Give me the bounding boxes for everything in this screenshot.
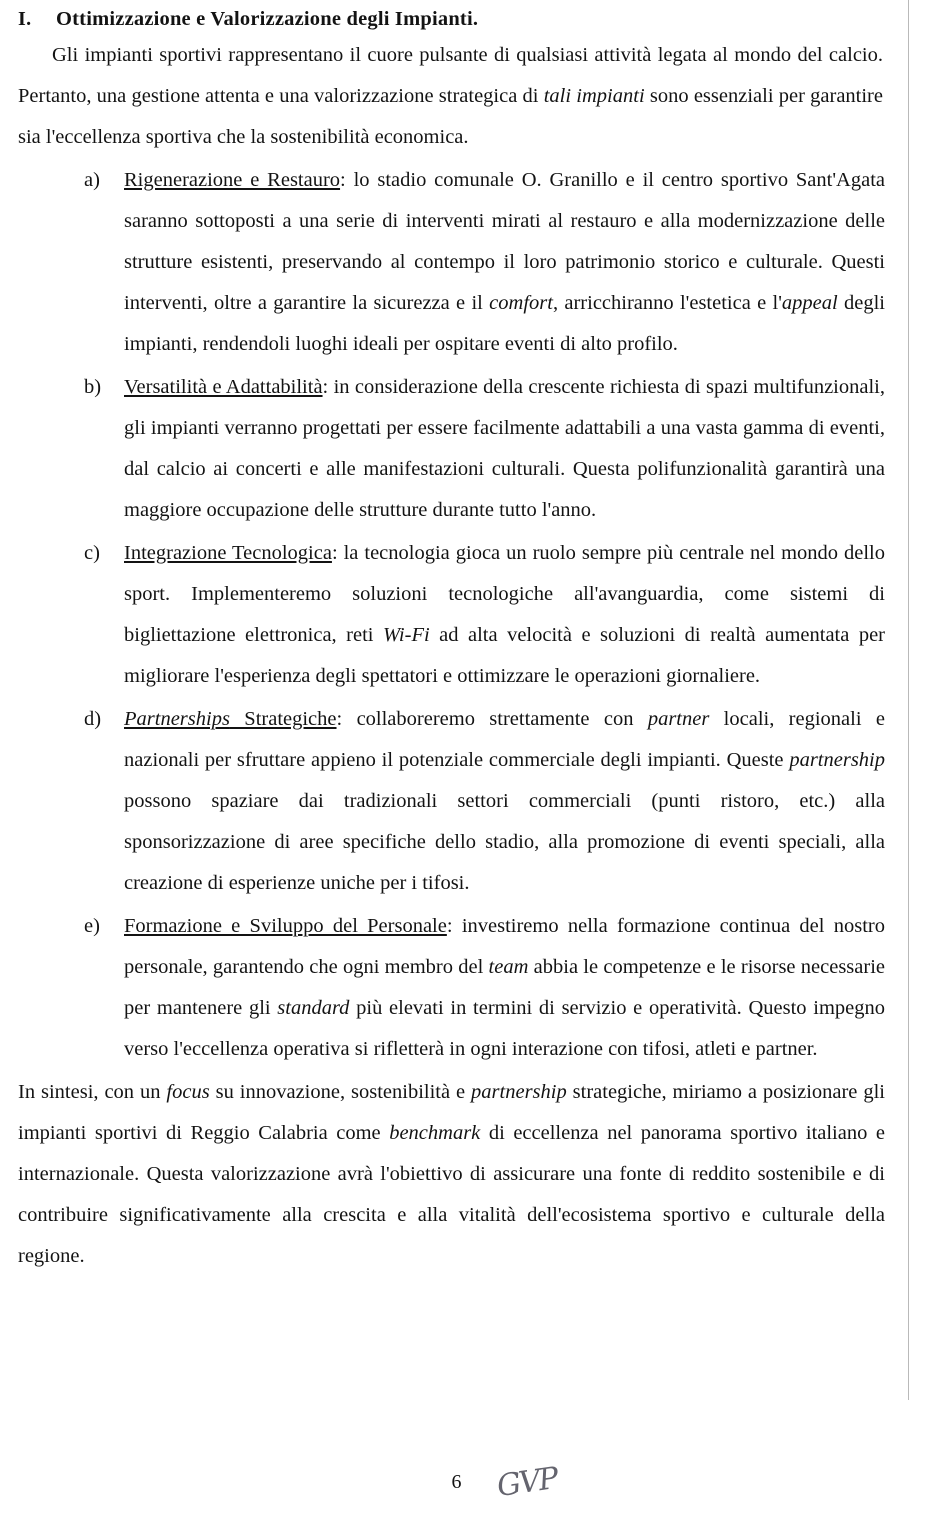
signature-mark: GVP [494,1461,559,1504]
list-item-title: Rigenerazione e Restauro [124,169,341,191]
list-item-marker: a) [84,169,100,191]
intro-paragraph: Gli impianti sportivi rappresentano il cuore pulsante di qualsiasi attività legata al mondo del calcio. Pertanto, una gestione attenta e una valorizzazione strategica di tali impianti sono essenziali per garantire sia l'eccellenza sportiva che la sostenibilità economica. [18,44,883,148]
list-item-marker: b) [84,376,102,398]
list-item [18,699,889,904]
section-heading-title: Ottimizzazione e Valorizzazione degli Impianti. [56,8,479,30]
list-item-title: Formazione e Sviluppo del Personale [124,915,447,937]
list-item-title: Integrazione Tecnologica [124,542,332,564]
list-item-body: Formazione e Sviluppo del Personale: investiremo nella formazione continua del nostro personale, garantendo che ogni membro del team abbia le competenze e le risorse necessarie per mantenere gli standard più elevati in termini di servizio e operatività. Questo impegno verso l'eccellenza operativa si rifletterà in ogni interazione con tifosi, atleti e partner. [124,915,886,1060]
list-item [18,160,889,365]
list-item-marker: e) [84,915,100,937]
section-heading [18,8,889,31]
list-item [18,906,889,1070]
list-item-title: Partnerships Strategiche [124,708,337,730]
list-item-body: Versatilità e Adattabilità: in considerazione della crescente richiesta di spazi multifunzionali, gli impianti verranno progettati per essere facilmente adattabili a una vasta gamma di eventi, dal calcio ai concerti e alle manifestazioni culturali. Questa polifunzionalità garantirà una maggiore occupazione delle strutture durante tutto l'anno. [124,376,885,521]
page-number: 6 [451,1471,462,1493]
list-item-body: Integrazione Tecnologica: la tecnologia gioca un ruolo sempre più centrale nel mondo dello sport. Implementeremo soluzioni tecnologiche all'avanguardia, come sistemi di bigliettazione elettronica, reti Wi-Fi ad alta velocità e soluzioni di realtà aumentata per migliorare l'esperienza degli spettatori e ottimizzare le operazioni giornaliere. [124,542,886,687]
list-item-marker: c) [84,542,100,564]
list-item-body: Rigenerazione e Restauro: lo stadio comunale O. Granillo e il centro sportivo Sant'Agata saranno sottoposti a una serie di interventi mirati al restauro e alla modernizzazione delle strutture esistenti, preservando al contempo il loro patrimonio storico e culturale. Questi interventi, oltre a garantire la sicurezza e il comfort, arricchiranno l'estetica e l'appeal degli impianti, rendendoli luoghi ideali per ospitare eventi di alto profilo. [124,169,885,355]
list-item [18,533,889,697]
section-heading-number: I. [18,8,32,30]
items-list [18,160,889,1070]
list-item-title: Versatilità e Adattabilità [124,376,323,398]
list-item [18,367,889,531]
list-item-marker: d) [84,708,102,730]
list-item-body: Partnerships Strategiche: collaboreremo strettamente con partner locali, regionali e nazionali per sfruttare appieno il potenziale commerciale degli impianti. Queste partnership possono spaziare dai tradizionali settori commerciali (punti ristoro, etc.) alla sponsorizzazione di aree specifiche dello stadio, alla promozione di eventi speciali, alla creazione di esperienze uniche per i tifosi. [124,708,886,894]
page-scan-line [908,0,909,1400]
closing-paragraph: In sintesi, con un focus su innovazione, sostenibilità e partnership strategiche, miriamo a posizionare gli impianti sportivi di Reggio Calabria come benchmark di eccellenza nel panorama sportivo italiano e internazionale. Questa valorizzazione avrà l'obiettivo di assicurare una fonte di reddito sostenibile e di contribuire significativamente alla crescita e alla vitalità dell'ecosistema sportivo e culturale della regione. [18,1081,885,1267]
page-footer [0,1471,949,1494]
